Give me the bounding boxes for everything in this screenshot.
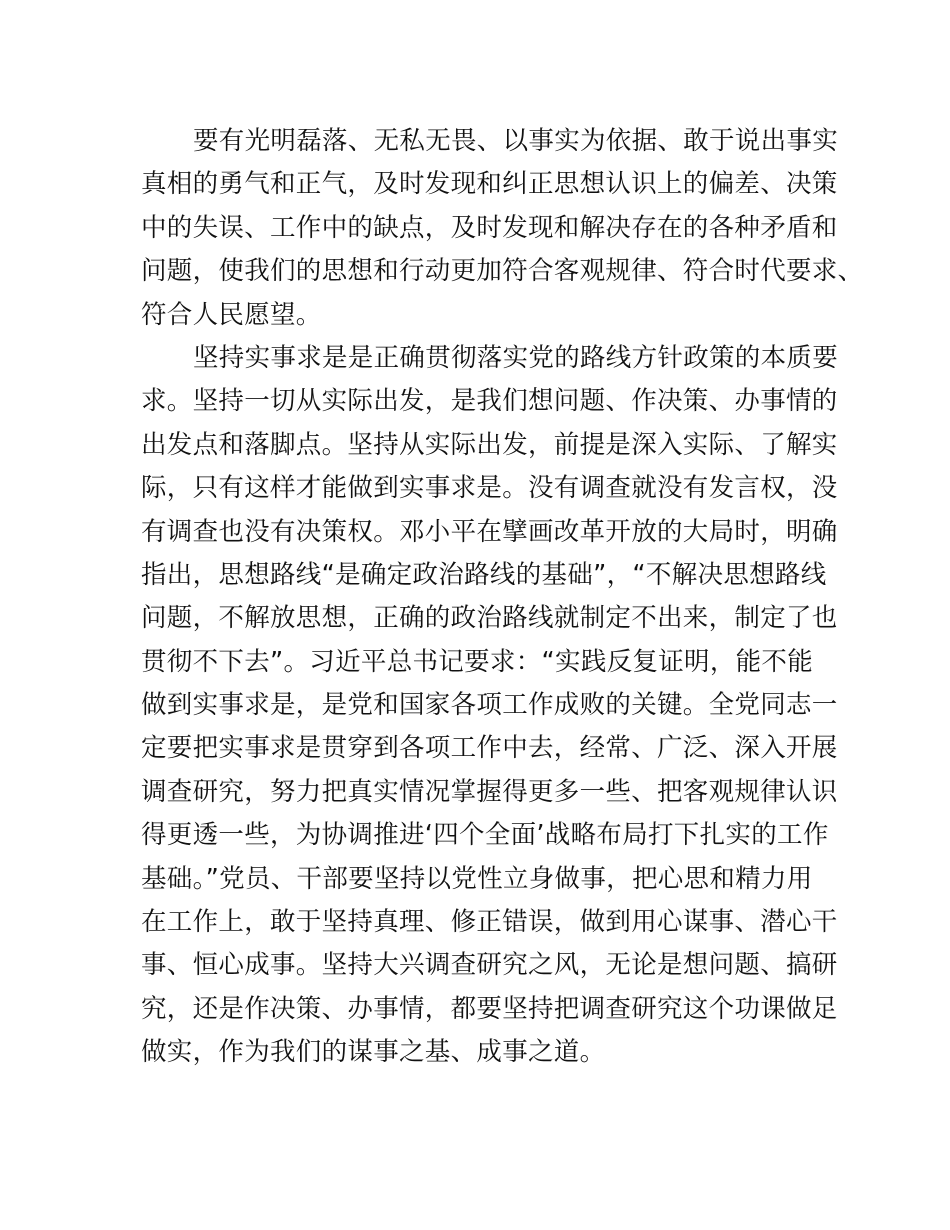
- text-line: 做实，作为我们的谋事之基、成事之道。: [141, 1037, 606, 1068]
- text-line: 求。坚持一切从实际出发，是我们想问题、作决策、办事情的: [141, 386, 838, 417]
- text-line: 定要把实事求是贯穿到各项工作中去，经常、广泛、深入开展: [141, 733, 838, 764]
- paragraph-1: [141, 120, 864, 337]
- text-line: 得更透一些，为协调推进‘四个全面’战略布局打下扎实的工作: [141, 820, 829, 851]
- text-line: 贯彻不下去”。习近平总书记要求：“实践反复证明，能不能: [141, 646, 814, 677]
- text-line: 调查研究，努力把真实情况掌握得更多一些、把客观规律认识: [141, 776, 838, 807]
- text-line: 坚持实事求是是正确贯彻落实党的路线方针政策的本质要: [193, 342, 839, 373]
- text-line: 做到实事求是，是党和国家各项工作成败的关键。全党同志一: [141, 690, 838, 721]
- text-line: 出发点和落脚点。坚持从实际出发，前提是深入实际、了解实: [141, 429, 838, 460]
- text-line: 事、恒心成事。坚持大兴调查研究之风，无论是想问题、搞研: [141, 950, 838, 981]
- document-body: [141, 120, 864, 1075]
- paragraph-2: [141, 337, 841, 1075]
- text-line: 中的失误、工作中的缺点，及时发现和解决存在的各种矛盾和: [141, 212, 838, 243]
- text-line: 符合人民愿望。: [141, 299, 322, 330]
- text-line: 有调查也没有决策权。邓小平在擘画改革开放的大局时，明确: [141, 516, 838, 547]
- text-line: 真相的勇气和正气，及时发现和纠正思想认识上的偏差、决策: [141, 169, 838, 200]
- text-line: 在工作上，敢于坚持真理、修正错误，做到用心谋事、潜心干: [141, 907, 838, 938]
- text-line: 基础。”党员、干部要坚持以党性立身做事，把心思和精力用: [141, 863, 813, 894]
- text-line: 问题，使我们的思想和行动更加符合客观规律、符合时代要求、: [141, 256, 864, 287]
- text-line: 要有光明磊落、无私无畏、以事实为依据、敢于说出事实: [193, 126, 839, 156]
- text-line: 指出，思想路线“是确定政治路线的基础”，“不解决思想路线: [141, 559, 827, 590]
- text-line: 问题，不解放思想，正确的政治路线就制定不出来，制定了也: [141, 603, 838, 634]
- text-line: 际，只有这样才能做到实事求是。没有调查就没有发言权，没: [141, 473, 838, 504]
- text-line: 究，还是作决策、办事情，都要坚持把调查研究这个功课做足: [141, 993, 838, 1024]
